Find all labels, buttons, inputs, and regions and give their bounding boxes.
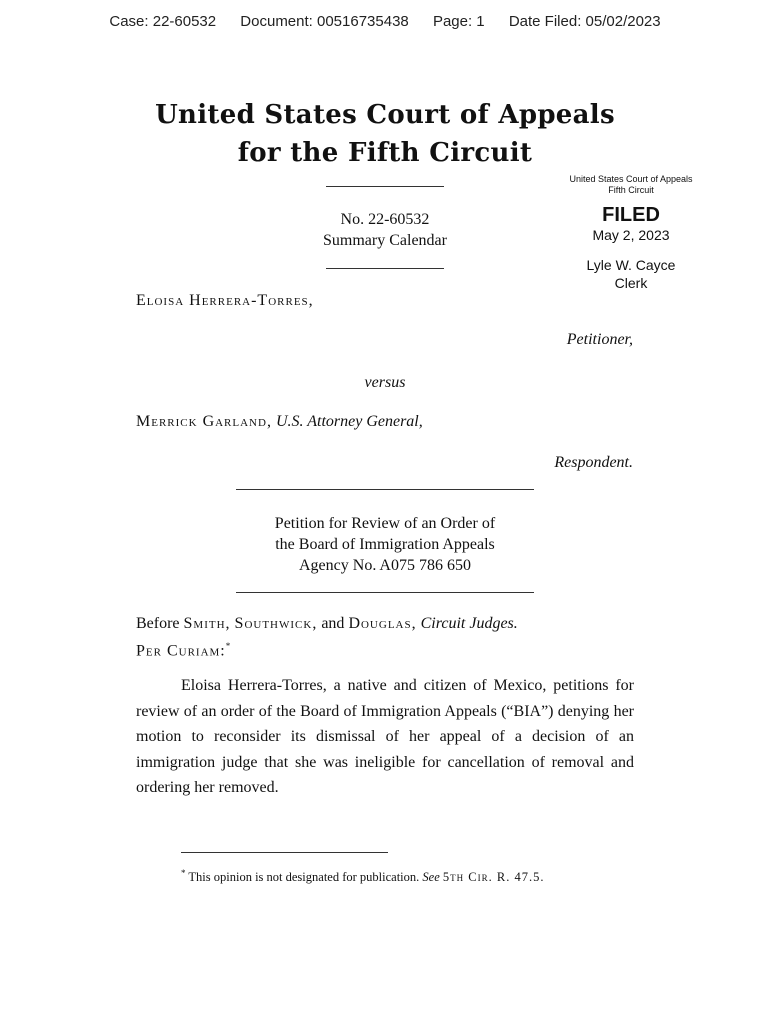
- document-number: Document: 00516735438: [240, 13, 409, 30]
- stamp-filed: FILED: [602, 204, 660, 226]
- circuit-judges: Circuit Judges.: [420, 615, 518, 632]
- agency-number: Agency No. A075 786 650: [299, 557, 471, 574]
- footnote-text: This opinion is not designated for publication.: [188, 870, 420, 885]
- respondent-title: U.S. Attorney General,: [275, 413, 423, 430]
- divider: [236, 592, 534, 593]
- and-word: and: [321, 615, 345, 632]
- divider: [326, 268, 444, 269]
- per-curiam-label: Per Curiam:: [136, 642, 226, 660]
- filing-header: [0, 13, 770, 30]
- case-info: [135, 209, 635, 251]
- divider: [236, 489, 534, 490]
- court-title: [135, 96, 635, 172]
- petitioner-role: Petitioner,: [566, 331, 633, 348]
- petition-description: [135, 513, 635, 576]
- before-label: Before: [136, 615, 180, 632]
- versus: versus: [364, 374, 406, 391]
- footnote-see: See: [422, 870, 440, 885]
- docket-number: No. 22-60532: [340, 211, 430, 228]
- respondent-name: Merrick Garland,: [136, 413, 272, 430]
- divider: [326, 186, 444, 187]
- footnote-marker: *: [181, 868, 186, 878]
- stamp-clerk-title: Clerk: [614, 275, 648, 291]
- stamp-circuit: Fifth Circuit: [608, 185, 654, 195]
- calendar-type: Summary Calendar: [323, 232, 447, 249]
- stamp-date: May 2, 2023: [592, 227, 670, 243]
- date-filed: Date Filed: 05/02/2023: [508, 13, 661, 30]
- petition-line: Petition for Review of an Order of: [274, 515, 496, 532]
- footnote-cite: 5th Cir. R. 47.5.: [442, 870, 545, 885]
- per-curiam: [136, 641, 230, 660]
- footnote-divider: [181, 852, 388, 853]
- opinion-paragraph: Eloisa Herrera-Torres, a native and citizen of Mexico, petitions for review of an order of the Board of Immigration Appeals (“BIA”) denying her motion to reconsider its dismissal of her appeal of a decision of an immigration judge that she was ineligible for cancellation of removal and ordering her removed.: [136, 677, 634, 796]
- court-title-line1: United States Court of Appeals: [155, 100, 615, 130]
- footnote: [181, 868, 544, 885]
- respondent-role: Respondent.: [554, 454, 633, 471]
- footnote-marker: *: [225, 641, 231, 651]
- panel-line: [136, 615, 518, 633]
- respondent: [136, 413, 423, 431]
- judge-douglas: Douglas,: [348, 615, 417, 632]
- stamp-court: United States Court of Appeals: [569, 174, 693, 184]
- petition-line: the Board of Immigration Appeals: [275, 536, 495, 553]
- judge-southwick: Southwick,: [234, 615, 318, 632]
- page-number: Page: 1: [432, 13, 485, 30]
- petitioner-name: Eloisa Herrera-Torres,: [136, 292, 314, 309]
- stamp-clerk-name: Lyle W. Cayce: [586, 257, 676, 273]
- court-title-line2: for the Fifth Circuit: [237, 138, 533, 168]
- case-number: Case: 22-60532: [109, 13, 217, 30]
- judge-smith: Smith,: [183, 615, 231, 632]
